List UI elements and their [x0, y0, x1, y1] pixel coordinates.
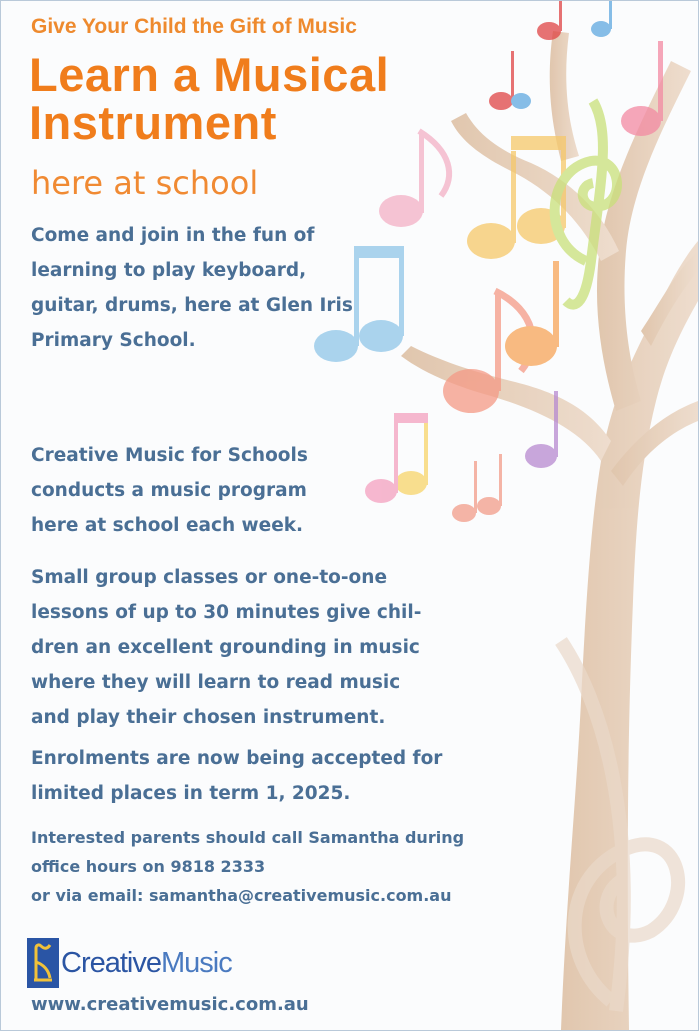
lessons-paragraph	[31, 560, 421, 735]
lessons-line: Small group classes or one-to-one	[31, 567, 387, 588]
program-paragraph	[31, 438, 308, 543]
logo-word-creative: Creative	[61, 946, 161, 979]
enrolment-line: limited places in term 1, 2025.	[31, 783, 351, 804]
program-line: Creative Music for Schools	[31, 445, 308, 466]
lessons-line: dren an excellent grounding in music	[31, 637, 420, 658]
program-line: conducts a music program	[31, 480, 307, 501]
intro-line: guitar, drums, here at Glen Iris	[31, 295, 353, 316]
intro-line: Primary School.	[31, 330, 196, 351]
intro-line: Come and join in the fun of	[31, 225, 315, 246]
lessons-line: and play their chosen instrument.	[31, 707, 386, 728]
subheading: here at school	[31, 164, 259, 202]
music-note-icon	[365, 413, 428, 503]
enrolment-paragraph	[31, 741, 442, 811]
harp-icon	[27, 938, 59, 988]
enrolment-line: Enrolments are now being accepted for	[31, 748, 443, 769]
headline-line1: Learn a Musical	[29, 48, 390, 101]
lessons-line: lessons of up to 30 minutes give chil-	[31, 602, 422, 623]
headline	[29, 48, 390, 149]
intro-paragraph	[31, 218, 353, 358]
contact-info	[31, 823, 464, 910]
headline-line2: Instrument	[29, 96, 277, 149]
contact-line: Interested parents should call Samantha during	[31, 828, 465, 847]
program-line: here at school each week.	[31, 515, 304, 536]
music-note-icon	[505, 261, 559, 366]
music-note-icon	[621, 41, 663, 136]
creative-music-logo	[27, 937, 232, 989]
website-link[interactable]: www.creativemusic.com.au	[31, 994, 309, 1015]
intro-line: learning to play keyboard,	[31, 260, 307, 281]
music-note-icon	[379, 131, 449, 227]
contact-phone: office hours on 9818 2333	[31, 857, 266, 876]
contact-email[interactable]: or via email: samantha@creativemusic.com.au	[31, 886, 452, 905]
tagline: Give Your Child the Gift of Music	[31, 15, 357, 38]
lessons-line: where they will learn to read music	[31, 672, 401, 693]
logo-word-music: Music	[161, 946, 232, 979]
music-note-icon	[452, 454, 502, 522]
